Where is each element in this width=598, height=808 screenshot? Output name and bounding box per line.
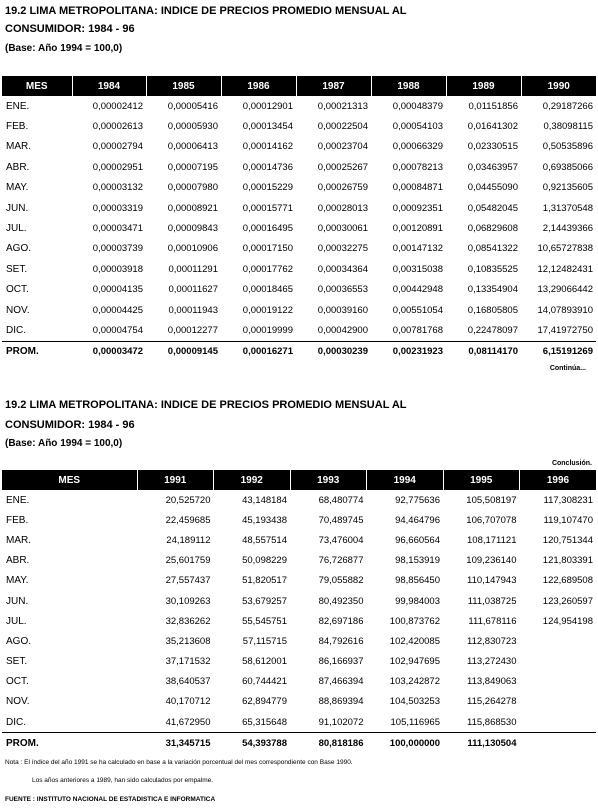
month-cell: JUL. [6, 615, 27, 627]
value-cell: 50,098229 [242, 555, 287, 567]
value-cell: 117,308231 [543, 494, 593, 506]
value-cell: 0,00011943 [168, 304, 218, 316]
value-cell: 111,130504 [443, 733, 520, 754]
value-cell: 54,393788 [214, 733, 291, 754]
table-header-row [2, 470, 596, 490]
value-cell: 0,00092351 [392, 202, 443, 214]
value-cell: 0,00016495 [242, 223, 293, 235]
average-row [2, 341, 596, 362]
value-cell: 76,726877 [318, 555, 364, 567]
column-header-year: 1985 [146, 76, 221, 96]
value-cell: 0,13354904 [467, 284, 518, 296]
month-cell: SET. [6, 656, 28, 668]
value-cell: 20,525720 [165, 494, 211, 506]
column-header-year: 1995 [443, 470, 520, 490]
section1-title-line1: 19.2 LIMA METROPOLITANA: INDICE DE PRECIOS PROMEDIO MENSUAL AL [5, 5, 407, 17]
value-cell: 24,189112 [166, 534, 211, 546]
value-cell: 0,00019999 [242, 324, 293, 336]
value-cell: 111,038725 [467, 595, 517, 607]
value-cell: 0,92135605 [542, 182, 593, 194]
table-row [2, 137, 596, 157]
column-header-year: 1992 [214, 470, 291, 490]
table-row [2, 300, 596, 320]
table-row [2, 259, 596, 279]
value-cell: 0,00034364 [317, 263, 368, 275]
value-cell: 58,612001 [242, 656, 287, 668]
value-cell: 119,107470 [543, 514, 593, 526]
value-cell: 115,868530 [467, 716, 517, 728]
value-cell: 0,00442948 [392, 284, 443, 296]
value-cell: 0,04455090 [467, 182, 518, 194]
value-cell: 105,116965 [390, 716, 440, 728]
value-cell: 0,00030061 [317, 223, 368, 235]
value-cell: 0,00003132 [92, 182, 143, 194]
value-cell: 38,640537 [165, 676, 211, 688]
value-cell: 0,00006413 [167, 141, 218, 153]
column-header-year: 1986 [221, 76, 296, 96]
section2-title-line2: CONSUMIDOR: 1984 - 96 [5, 419, 135, 431]
table-row [2, 116, 596, 136]
table-row [2, 178, 596, 198]
table-row [2, 239, 596, 259]
table-row [2, 672, 596, 692]
value-cell: 31,345715 [137, 733, 214, 754]
value-cell: 0,00012277 [167, 324, 218, 336]
value-cell: 35,213608 [165, 635, 211, 647]
section2-title-line1: 19.2 LIMA METROPOLITANA: INDICE DE PRECIOS PROMEDIO MENSUAL AL [5, 399, 407, 411]
value-cell: 27,557437 [165, 575, 211, 587]
value-cell: 65,315648 [242, 716, 287, 728]
value-cell: 0,08114170 [446, 341, 521, 362]
month-cell: NOV. [6, 304, 30, 316]
value-cell: 0,00003918 [92, 263, 143, 275]
value-cell: 0,00039160 [317, 304, 368, 316]
column-header-year: 1996 [520, 470, 597, 490]
value-cell: 0,29187266 [542, 100, 593, 112]
column-header-year: 1990 [521, 76, 596, 96]
value-cell: 0,00147132 [392, 243, 443, 255]
value-cell: 0,10835525 [467, 263, 518, 275]
value-cell: 0,00021313 [317, 100, 368, 112]
column-header-year: 1993 [290, 470, 367, 490]
table-row [2, 591, 596, 611]
value-cell: 0,00003472 [72, 341, 146, 362]
table-row [2, 280, 596, 300]
value-cell: 102,947695 [389, 656, 440, 668]
value-cell: 0,08541322 [467, 243, 518, 255]
value-cell: 82,697186 [318, 615, 364, 627]
column-header-mes: MES [2, 470, 137, 490]
value-cell: 32,836262 [165, 615, 211, 627]
value-cell: 0,00003471 [92, 223, 143, 235]
month-cell: MAY. [6, 182, 29, 194]
value-cell: 13,29066442 [537, 284, 593, 296]
month-cell: MAR. [6, 534, 31, 546]
value-cell: 112,830723 [467, 635, 517, 647]
value-cell: 0,00010906 [167, 243, 218, 255]
value-cell: 0,00014736 [242, 161, 293, 173]
value-cell: 41,672950 [165, 716, 211, 728]
value-cell: 40,170712 [165, 696, 211, 708]
table-row [2, 611, 596, 631]
value-cell: 0,03463957 [467, 161, 518, 173]
value-cell: 115,264278 [467, 696, 517, 708]
month-cell: DIC. [6, 324, 26, 336]
value-cell: 0,00008921 [167, 202, 218, 214]
value-cell: 110,147943 [467, 575, 517, 587]
table-row [2, 218, 596, 238]
table-header-row [2, 76, 596, 96]
value-cell: 0,02330515 [467, 141, 518, 153]
table-row [2, 631, 596, 651]
month-cell: PROM. [2, 733, 137, 754]
value-cell: 0,00048379 [392, 100, 443, 112]
month-cell: AGO. [6, 635, 32, 647]
value-cell: 121,803391 [542, 555, 593, 567]
value-cell: 62,894779 [242, 696, 287, 708]
value-cell [520, 712, 597, 733]
value-cell: 0,38098115 [543, 121, 593, 133]
month-cell: ABR. [6, 555, 30, 567]
value-cell [520, 631, 597, 651]
source-text: FUENTE : INSTITUTO NACIONAL DE ESTADISTICA E INFORMATICA [5, 796, 216, 803]
value-cell: 0,69385066 [542, 161, 593, 173]
value-cell: 0,00004425 [92, 304, 143, 316]
value-cell: 1,31370548 [542, 202, 593, 214]
value-cell: 0,00084871 [392, 182, 443, 194]
value-cell: 87,466394 [318, 676, 364, 688]
value-cell: 0,00012901 [242, 100, 293, 112]
value-cell: 100,000000 [367, 733, 444, 754]
value-cell: 0,00011291 [168, 263, 218, 275]
month-cell: SET. [6, 263, 28, 275]
value-cell: 0,00009843 [167, 223, 218, 235]
table-row [2, 490, 596, 510]
value-cell: 0,00036553 [317, 284, 368, 296]
value-cell: 0,00066329 [392, 141, 443, 153]
month-cell: JUN. [6, 202, 29, 214]
value-cell: 0,00054103 [392, 121, 443, 133]
value-cell: 0,00030239 [296, 341, 371, 362]
value-cell: 22,459685 [165, 514, 211, 526]
month-cell: PROM. [2, 341, 72, 362]
value-cell: 48,557514 [242, 534, 287, 546]
value-cell: 94,464796 [395, 514, 440, 526]
column-header-year: 1989 [446, 76, 521, 96]
value-cell: 113,849063 [467, 676, 517, 688]
table-row [2, 96, 596, 116]
value-cell: 0,00015229 [242, 182, 293, 194]
value-cell: 0,00025267 [317, 161, 368, 173]
month-cell: ENE. [6, 100, 30, 112]
value-cell: 86,166937 [318, 656, 364, 668]
value-cell: 0,00551054 [392, 304, 443, 316]
value-cell: 122,689508 [542, 575, 593, 587]
value-cell: 30,109263 [165, 595, 211, 607]
value-cell: 0,00003319 [92, 202, 143, 214]
table-row [2, 157, 596, 177]
column-header-year: 1994 [367, 470, 444, 490]
column-header-year: 1991 [137, 470, 214, 490]
value-cell: 0,01151856 [468, 100, 518, 112]
value-cell: 0,00013454 [242, 121, 293, 133]
value-cell: 0,00011627 [168, 284, 218, 296]
column-header-year: 1984 [72, 76, 146, 96]
value-cell: 80,818186 [290, 733, 367, 754]
value-cell: 0,00009145 [146, 341, 221, 362]
month-cell: MAY. [6, 575, 29, 587]
value-cell: 0,50535896 [542, 141, 593, 153]
value-cell: 0,00002951 [92, 161, 143, 173]
value-cell [520, 692, 597, 712]
value-cell: 73,476004 [318, 534, 364, 546]
value-cell: 0,00023704 [317, 141, 368, 153]
value-cell: 70,489745 [318, 514, 364, 526]
continua-label: Continúa... [549, 365, 586, 372]
value-cell: 2,14439366 [542, 223, 593, 235]
value-cell: 124,954198 [542, 615, 593, 627]
value-cell: 0,00003739 [92, 243, 143, 255]
value-cell: 120,751344 [542, 534, 593, 546]
value-cell: 99,984003 [395, 595, 440, 607]
value-cell: 123,260597 [542, 595, 593, 607]
value-cell: 91,102072 [318, 716, 364, 728]
value-cell: 88,869394 [318, 696, 364, 708]
value-cell: 98,153919 [395, 555, 440, 567]
month-cell: NOV. [6, 696, 30, 708]
value-cell: 0,00014162 [242, 141, 293, 153]
note-text-2: Los años anteriores a 1989, han sido calculados por empalme. [32, 777, 214, 784]
value-cell: 102,420085 [389, 635, 440, 647]
value-cell: 96,660564 [395, 534, 440, 546]
value-cell: 53,679257 [242, 595, 287, 607]
table-row [2, 320, 596, 341]
value-cell [520, 672, 597, 692]
section1-title-line2: CONSUMIDOR: 1984 - 96 [5, 23, 135, 35]
value-cell: 0,00005416 [167, 100, 218, 112]
month-cell: DIC. [6, 716, 26, 728]
value-cell: 57,115715 [242, 635, 287, 647]
conclusion-label: Conclusión. [551, 460, 592, 467]
month-cell: MAR. [6, 141, 31, 153]
value-cell: 0,00028013 [317, 202, 368, 214]
value-cell: 0,05482045 [467, 202, 518, 214]
value-cell: 0,00781768 [392, 324, 443, 336]
value-cell: 43,148184 [242, 494, 287, 506]
value-cell: 68,480774 [318, 494, 364, 506]
month-cell: ABR. [6, 161, 30, 173]
value-cell: 0,01641302 [467, 121, 518, 133]
value-cell: 0,22478097 [467, 324, 518, 336]
month-cell: AGO. [6, 243, 32, 255]
table-row [2, 692, 596, 712]
value-cell: 108,171121 [467, 534, 517, 546]
value-cell: 25,601759 [165, 555, 211, 567]
value-cell: 0,00017762 [242, 263, 293, 275]
value-cell: 109,236140 [466, 555, 517, 567]
value-cell: 106,707078 [466, 514, 517, 526]
value-cell: 113,272430 [467, 656, 517, 668]
value-cell: 0,00002613 [92, 121, 143, 133]
value-cell: 92,775636 [395, 494, 440, 506]
value-cell: 0,00078213 [392, 161, 443, 173]
value-cell: 0,00315038 [392, 263, 443, 275]
value-cell: 0,00042900 [317, 324, 368, 336]
value-cell: 105,508197 [466, 494, 517, 506]
value-cell: 79,055882 [318, 575, 364, 587]
value-cell: 45,193438 [242, 514, 287, 526]
value-cell: 80,492350 [318, 595, 364, 607]
value-cell: 103,242872 [389, 676, 440, 688]
value-cell [520, 652, 597, 672]
value-cell: 0,00026759 [317, 182, 368, 194]
month-cell: OCT. [6, 676, 29, 688]
value-cell: 0,16805805 [467, 304, 518, 316]
table-row [2, 652, 596, 672]
note-text: Nota : El índice del año 1991 se ha calculado en base a la variación porcentual del mes correspondiente con Base 1990. [5, 759, 353, 766]
value-cell: 0,00002794 [92, 141, 143, 153]
value-cell: 100,873762 [389, 615, 440, 627]
month-cell: JUL. [6, 223, 27, 235]
value-cell: 60,744421 [242, 676, 287, 688]
value-cell: 55,545751 [242, 615, 287, 627]
value-cell: 12,12482431 [537, 263, 593, 275]
value-cell [520, 733, 597, 754]
table-row [2, 198, 596, 218]
month-cell: FEB. [6, 121, 29, 133]
section2-base: (Base: Año 1994 = 100,0) [5, 438, 123, 449]
value-cell: 37,171532 [165, 656, 211, 668]
column-header-year: 1988 [371, 76, 446, 96]
month-cell: ENE. [6, 494, 30, 506]
value-cell: 0,00120891 [392, 223, 443, 235]
section1-base: (Base: Año 1994 = 100,0) [5, 43, 123, 54]
value-cell: 0,00032275 [317, 243, 368, 255]
month-cell: FEB. [6, 514, 29, 526]
value-cell: 6,15191269 [521, 341, 596, 362]
table-row [2, 510, 596, 530]
month-cell: OCT. [6, 284, 29, 296]
value-cell: 0,00016271 [221, 341, 296, 362]
value-cell: 0,00007980 [167, 182, 218, 194]
value-cell: 51,820517 [242, 575, 287, 587]
value-cell: 14,07893910 [537, 304, 593, 316]
column-header-mes: MES [2, 76, 72, 96]
value-cell: 10,65727838 [537, 243, 593, 255]
value-cell: 0,00015771 [242, 202, 293, 214]
value-cell: 0,00004135 [92, 284, 143, 296]
table-row [2, 571, 596, 591]
value-cell: 0,00018465 [242, 284, 293, 296]
value-cell: 111,678116 [468, 615, 517, 627]
value-cell: 0,00017150 [242, 243, 293, 255]
month-cell: JUN. [6, 595, 29, 607]
table-row [2, 551, 596, 571]
value-cell: 98,856450 [395, 575, 440, 587]
table-row [2, 530, 596, 550]
value-cell: 0,00002412 [92, 100, 143, 112]
price-index-table-1991-1996 [2, 470, 596, 753]
value-cell: 0,00005930 [167, 121, 218, 133]
average-row [2, 733, 596, 754]
value-cell: 104,503253 [389, 696, 440, 708]
value-cell: 0,00231923 [371, 341, 446, 362]
value-cell: 0,00007195 [167, 161, 218, 173]
price-index-table-1984-1990 [2, 76, 596, 362]
value-cell: 0,00022504 [317, 121, 368, 133]
column-header-year: 1987 [296, 76, 371, 96]
value-cell: 84,792616 [318, 635, 364, 647]
table-row [2, 712, 596, 733]
value-cell: 0,00004754 [92, 324, 143, 336]
value-cell: 0,00019122 [242, 304, 293, 316]
value-cell: 17,41972750 [537, 324, 593, 336]
value-cell: 0,06829608 [467, 223, 518, 235]
